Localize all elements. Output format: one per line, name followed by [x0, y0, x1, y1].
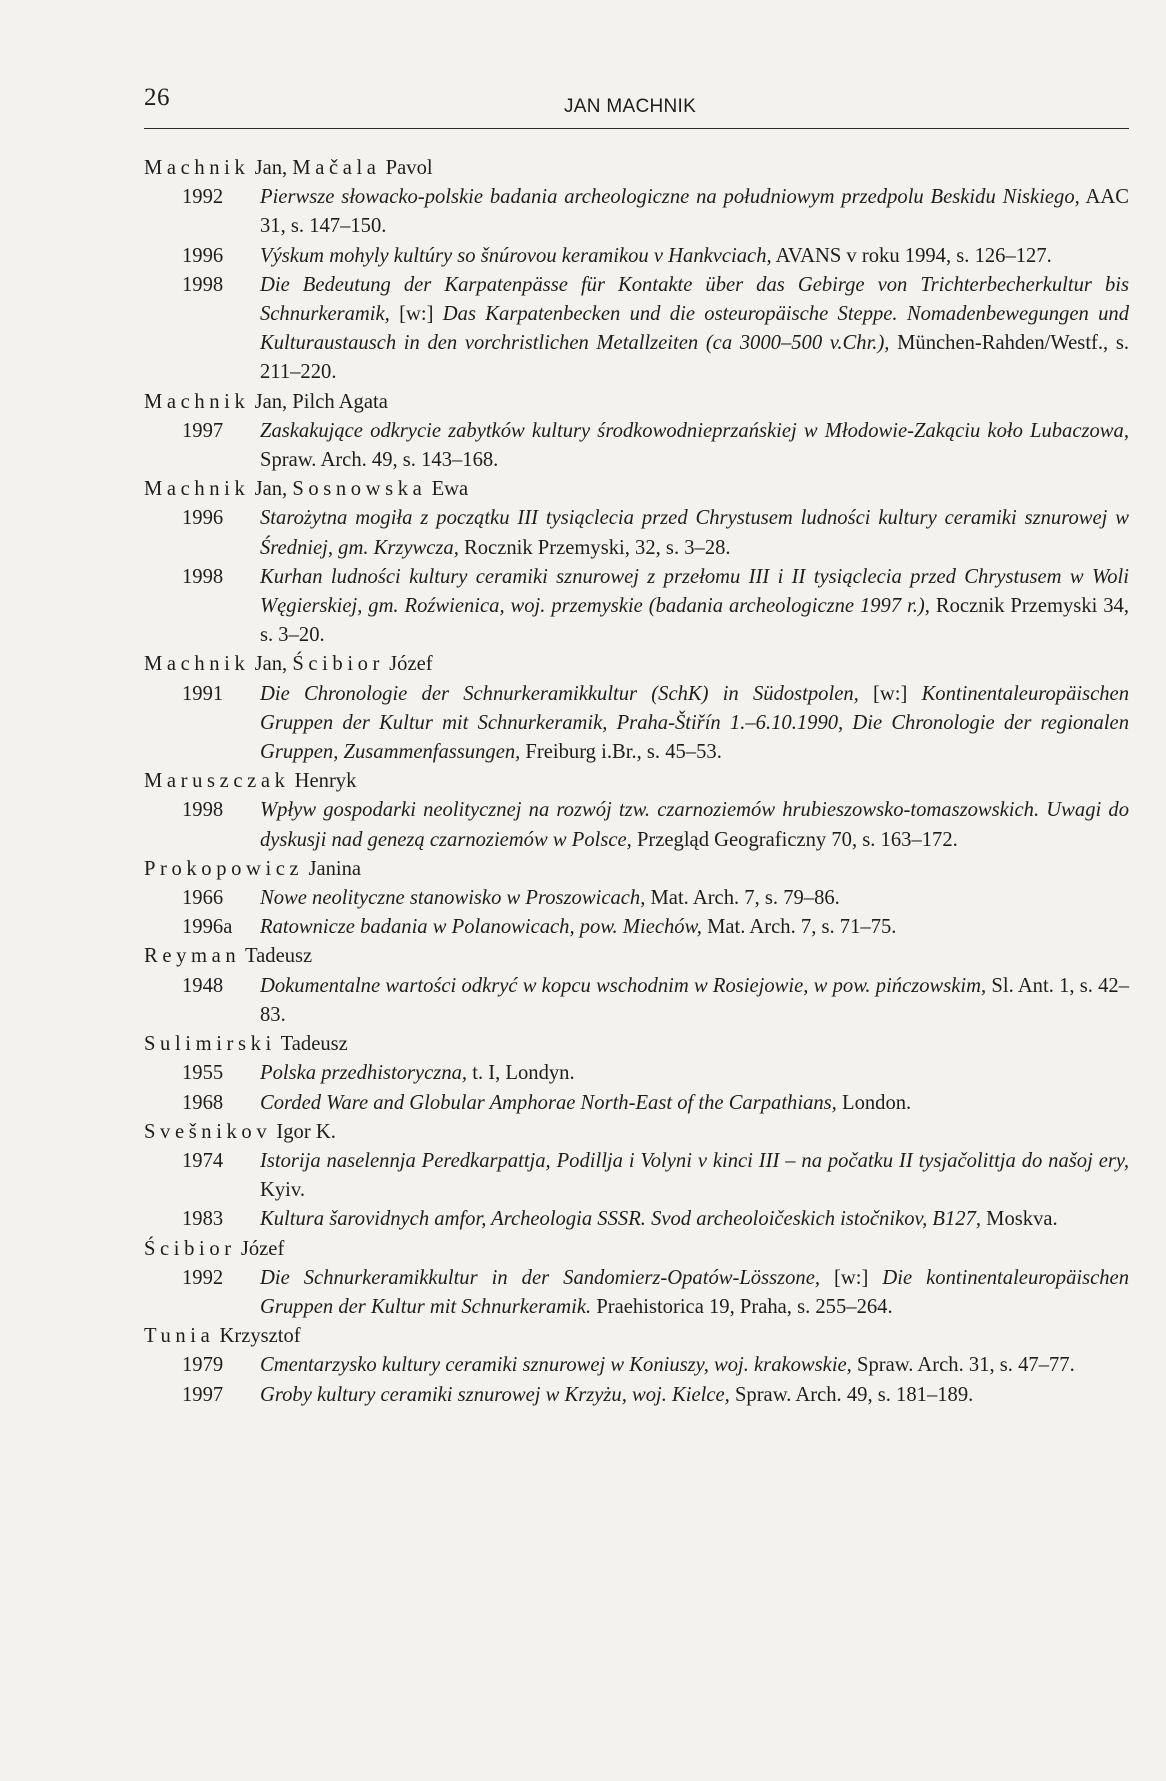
- author-given: Janina: [308, 857, 362, 880]
- entry-title: Istorija naselennja Peredkarpattja, Podillja i Volyni v kinci III – na počatku II tysjačolittja do našoj ery,: [260, 1149, 1129, 1172]
- bibliography-entry: [144, 1351, 1129, 1380]
- coauthor-surname: Sosnowska: [292, 478, 427, 501]
- entry-publication: Kyiv.: [260, 1179, 305, 1202]
- running-head: JAN MACHNIK: [564, 96, 697, 117]
- author-surname: Machnik: [144, 653, 250, 676]
- entry-publication: Mat. Arch. 7, s. 79–86.: [645, 887, 840, 910]
- bibliography-entry: [144, 504, 1129, 562]
- entry-title: Cmentarzysko kultury ceramiki sznurowej w Koniuszy, woj. krakowskie,: [260, 1354, 852, 1377]
- bibliography-entry: [144, 913, 1129, 942]
- entry-year: 1974: [182, 1149, 224, 1172]
- entry-year: 1996: [182, 507, 224, 530]
- entry-publication: Przegląd Geograficzny 70, s. 163–172.: [631, 828, 958, 851]
- entry-publication: AVANS v roku 1994, s. 126–127.: [771, 244, 1052, 267]
- entry-volume-title: Das Karpatenbecken und die osteuropäische Steppe. Nomadenbewegungen und Kulturaustausch in den vorchristlichen Metallzeiten (ca 3000–500 v.Chr.),: [260, 303, 1129, 355]
- entry-publication: AAC 31, s. 147–150.: [260, 186, 1129, 238]
- author-given: Jan,: [254, 653, 293, 676]
- bibliography-entry: [144, 563, 1129, 651]
- author-heading: [144, 388, 1129, 417]
- entry-year: 1992: [182, 186, 224, 209]
- entry-year: 1997: [182, 419, 224, 442]
- bibliography-entry: [144, 417, 1129, 475]
- entry-year: 1991: [182, 682, 224, 705]
- author-given: Jan,: [254, 478, 293, 501]
- author-given: Tadeusz: [280, 1033, 348, 1056]
- author-heading: [144, 1322, 1129, 1351]
- author-heading: [144, 1118, 1129, 1147]
- entry-title: Dokumentalne wartości odkryć w kopcu wschodnim w Rosiejowie, w pow. pińczowskim,: [260, 974, 987, 997]
- entry-publication: Spraw. Arch. 49, s. 181–189.: [729, 1383, 974, 1406]
- author-heading: [144, 1235, 1129, 1264]
- bibliography-entry: [144, 680, 1129, 768]
- author-heading: [144, 650, 1129, 679]
- entry-title: Kultura šarovidnych amfor, Archeologia SSSR. Svod archeoloičeskich istočnikov, B127,: [260, 1208, 982, 1231]
- entry-in: [w:]: [820, 1266, 883, 1289]
- coauthor-surname: Mačala: [292, 157, 381, 179]
- entry-year: 1992: [182, 1266, 224, 1289]
- author-given: Krzysztof: [219, 1325, 301, 1348]
- entry-year: 1955: [182, 1062, 224, 1085]
- author-given: Jan, Pilch Agata: [254, 390, 388, 413]
- author-surname: Svešnikov: [144, 1120, 272, 1143]
- bibliography-entry: [144, 1205, 1129, 1234]
- entry-year: 1968: [182, 1091, 224, 1114]
- author-surname: Machnik: [144, 157, 250, 179]
- entry-year: 1966: [182, 887, 224, 910]
- entry-publication: Rocznik Przemyski, 32, s. 3–28.: [458, 536, 731, 559]
- entry-year: 1948: [182, 974, 224, 997]
- author-given: Henryk: [294, 770, 357, 793]
- author-heading: [144, 1030, 1129, 1059]
- page-number: 26: [144, 84, 170, 111]
- entry-publication: Rocznik Przemyski 34, s. 3–20.: [260, 595, 1129, 647]
- entry-year: 1998: [182, 273, 224, 296]
- entry-publication: Freiburg i.Br., s. 45–53.: [520, 741, 722, 764]
- entry-title: Ratownicze badania w Polanowicach, pow. Miechów,: [260, 916, 702, 939]
- entry-publication: München-Rahden/Westf., s. 211–220.: [260, 332, 1129, 384]
- author-surname: Ścibior: [144, 1237, 236, 1260]
- entry-year: 1998: [182, 799, 224, 822]
- bibliography-entry: [144, 1264, 1129, 1322]
- entry-in: [w:]: [858, 682, 922, 705]
- bibliography-entry: [144, 1059, 1129, 1088]
- entry-title: Polska przedhistoryczna,: [260, 1062, 468, 1085]
- bibliography-entry: [144, 242, 1129, 271]
- author-given: Tadeusz: [245, 945, 313, 968]
- author-heading: [144, 942, 1129, 971]
- coauthor-given: Józef: [389, 653, 433, 676]
- page-header: [144, 82, 1129, 129]
- entry-in: [w:]: [389, 303, 443, 326]
- entry-year: 1998: [182, 565, 224, 588]
- bibliography-entry: [144, 972, 1129, 1030]
- entry-year: 1996: [182, 244, 224, 267]
- entry-publication: Spraw. Arch. 49, s. 143–168.: [260, 449, 499, 472]
- bibliography-entry: [144, 884, 1129, 913]
- bibliography-entry: [144, 1147, 1129, 1205]
- entry-title: Die Bedeutung der Karpatenpässe für Kontakte über das Gebirge von Trichterbecherkultur bis Schnurkeramik,: [260, 273, 1129, 326]
- coauthor-surname: Ścibior: [292, 653, 385, 676]
- bibliography-entry: [144, 1381, 1129, 1410]
- entry-title: Starożytna mogiła z początku III tysiąclecia przed Chrystusem ludności kultury ceramiki sznurowej w Średniej, gm. Krzywcza,: [260, 507, 1129, 559]
- entry-title: Groby kultury ceramiki sznurowej w Krzyżu, woj. Kielce,: [260, 1383, 730, 1406]
- author-surname: Prokopowicz: [144, 857, 304, 880]
- entry-title: Kurhan ludności kultury ceramiki sznurowej z przełomu III i II tysiąclecia przed Chrystusem w Woli Węgierskiej, gm. Roźwienica, woj. przemyskie (badania archeologiczne 1997 r.),: [260, 565, 1129, 618]
- entry-title: Wpływ gospodarki neolitycznej na rozwój tzw. czarnoziemów hrubieszowsko-tomaszowskich. Uwagi do dyskusji nad genezą czarnoziemów w Polsce,: [260, 799, 1129, 851]
- entry-title: Die Schnurkeramikkultur in der Sandomierz-Opatów-Lösszone,: [260, 1266, 821, 1289]
- author-heading: [144, 855, 1129, 884]
- bibliography-list: [144, 154, 1129, 1410]
- entry-publication: Mat. Arch. 7, s. 71–75.: [701, 916, 897, 939]
- entry-title: Die Chronologie der Schnurkeramikkultur (SchK) in Südostpolen,: [260, 682, 859, 705]
- bibliography-entry: [144, 183, 1129, 241]
- entry-volume-title: Die kontinentaleuropäischen Gruppen der Kultur mit Schnurkeramik.: [260, 1266, 1129, 1318]
- entry-publication: Moskva.: [981, 1208, 1058, 1231]
- author-surname: Sulimirski: [144, 1033, 276, 1056]
- entry-publication: Praehistorica 19, Praha, s. 255–264.: [591, 1295, 893, 1318]
- entry-publication: Sl. Ant. 1, s. 42–83.: [260, 974, 1130, 1026]
- entry-publication: Spraw. Arch. 31, s. 47–77.: [851, 1354, 1075, 1377]
- author-given: Jan,: [254, 157, 293, 179]
- entry-year: 1979: [182, 1354, 224, 1377]
- author-surname: Machnik: [144, 478, 250, 501]
- entry-volume-title: Kontinentaleuropäischen Gruppen der Kultur mit Schnurkeramik, Praha-Štiřín 1.–6.10.1990, Die Chronologie der regionalen Gruppen, Zusammenfassungen,: [260, 682, 1129, 764]
- author-heading: [144, 475, 1129, 504]
- entry-year: 1983: [182, 1208, 224, 1231]
- entry-title: Výskum mohyly kultúry so šnúrovou keramikou v Hankvciach,: [260, 244, 772, 267]
- entry-title: Nowe neolityczne stanowisko w Proszowicach,: [260, 887, 646, 910]
- entry-year: 1996a: [182, 916, 233, 939]
- author-surname: Machnik: [144, 390, 250, 413]
- author-given: Igor K.: [276, 1120, 336, 1143]
- author-surname: Maruszczak: [144, 770, 290, 793]
- author-heading: [144, 767, 1129, 796]
- entry-title: Pierwsze słowacko-polskie badania archeologiczne na południowym przedpolu Beskidu Niskiego,: [260, 186, 1080, 209]
- entry-title: Zaskakujące odkrycie zabytków kultury środkowodnieprzańskiej w Młodowie-Zakąciu koło Lubaczowa,: [260, 419, 1129, 442]
- entry-publication: t. I, Londyn.: [467, 1062, 575, 1085]
- entry-title: Corded Ware and Globular Amphorae North-East of the Carpathians,: [260, 1091, 837, 1114]
- bibliography-entry: [144, 1089, 1129, 1118]
- entry-publication: London.: [836, 1091, 912, 1114]
- bibliography-entry: [144, 796, 1129, 854]
- bibliography-entry: [144, 271, 1129, 388]
- author-surname: Reyman: [144, 945, 241, 968]
- entry-year: 1997: [182, 1383, 224, 1406]
- author-surname: Tunia: [144, 1325, 215, 1348]
- author-heading: [144, 154, 1129, 183]
- author-given: Józef: [240, 1237, 285, 1260]
- coauthor-given: Pavol: [385, 157, 433, 179]
- coauthor-given: Ewa: [431, 478, 469, 501]
